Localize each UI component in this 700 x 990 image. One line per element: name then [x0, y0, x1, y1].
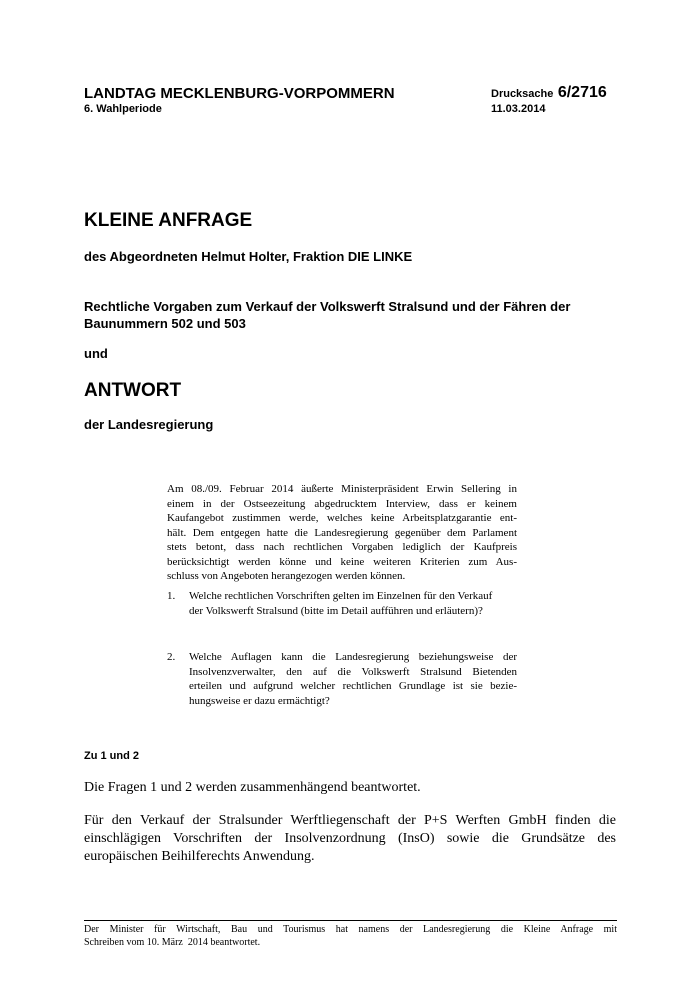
inquiry-type-heading: KLEINE ANFRAGE: [84, 210, 253, 231]
answer-line: Für den Verkauf der Stralsunder Werftliegenschaft der P+S Werften GmbH finden die: [84, 813, 616, 828]
question-number: 1.: [167, 590, 176, 602]
footer-note: [84, 923, 617, 949]
subject-line: Rechtliche Vorgaben zum Verkauf der Volkswerft Stralsund und der Fähren der: [84, 299, 571, 314]
answer-heading: ANTWORT: [84, 380, 182, 401]
question-1: [167, 589, 517, 618]
answer-paragraph-2: [84, 812, 616, 866]
and-label: und: [84, 346, 108, 361]
footer-divider: [84, 920, 617, 921]
preamble-line: Kaufangebot zustimmen werde, welches keine Arbeitsplatzgarantie ent-: [167, 512, 517, 524]
answer-paragraph-1: Die Fragen 1 und 2 werden zusammenhängend beantwortet.: [84, 780, 421, 795]
preamble-paragraph: [167, 482, 517, 584]
question-2: [167, 650, 517, 708]
question-line: der Volkswerft Stralsund (bitte im Detail aufführen und erläutern)?: [189, 604, 483, 617]
subject-line: Baunummern 502 und 503: [84, 316, 246, 331]
footer-line: Der Minister für Wirtschaft, Bau und Tourismus hat namens der Landesregierung die Kleine Anfrage mit: [84, 924, 617, 935]
answer-line: europäischen Beihilferechts Anwendung.: [84, 849, 315, 864]
preamble-line: einem in der Ostseezeitung abgedrucktem Interview, dass er keinem: [167, 497, 517, 510]
preamble-line: berücksichtigt werden könne und keine weiteren Kriterien zum Aus-: [167, 555, 517, 568]
question-line: erteilen und aufgrund welcher rechtlichen Grundlage ist sie bezie-: [189, 680, 517, 692]
answer-section-heading: Zu 1 und 2: [84, 750, 139, 762]
question-line: hungsweise er dazu ermächtigt?: [189, 694, 330, 707]
document-number-block: [491, 84, 607, 102]
election-period: 6. Wahlperiode: [84, 103, 162, 115]
answer-line: einschlägigen Vorschriften der Insolvenzordnung (InsO) sowie die Grundsätze des: [84, 831, 616, 846]
answerer-label: der Landesregierung: [84, 417, 214, 432]
document-number: 6/2716: [557, 84, 607, 101]
question-line: Insolvenzverwalter, den auf die Volkswerft Stralsund Bietenden: [189, 665, 517, 678]
preamble-line: hält. Dem entgegen hatte die Landesregierung gegenüber dem Parlament: [167, 526, 517, 539]
preamble-line: stets betont, dass nach rechtlichen Vorgaben lediglich der Kaufpreis: [167, 541, 517, 553]
question-line: Welche Auflagen kann die Landesregierung beziehungsweise der: [189, 651, 517, 663]
document-date: 11.03.2014: [491, 103, 546, 115]
document-label: Drucksache: [491, 88, 554, 100]
question-number: 2.: [167, 651, 176, 663]
question-line: Welche rechtlichen Vorschriften gelten im Einzelnen für den Verkauf: [189, 590, 493, 602]
preamble-line: schluss von Angeboten herangezogen werden können.: [167, 570, 406, 582]
inquiry-author: des Abgeordneten Helmut Holter, Fraktion DIE LINKE: [84, 249, 413, 264]
inquiry-subject: [84, 298, 570, 332]
preamble-line: Am 08./09. Februar 2014 äußerte Ministerpräsident Erwin Sellering in: [167, 483, 517, 495]
footer-line: Schreiben vom 10. März 2014 beantwortet.: [84, 937, 261, 948]
parliament-name: LANDTAG MECKLENBURG-VORPOMMERN: [84, 85, 395, 102]
